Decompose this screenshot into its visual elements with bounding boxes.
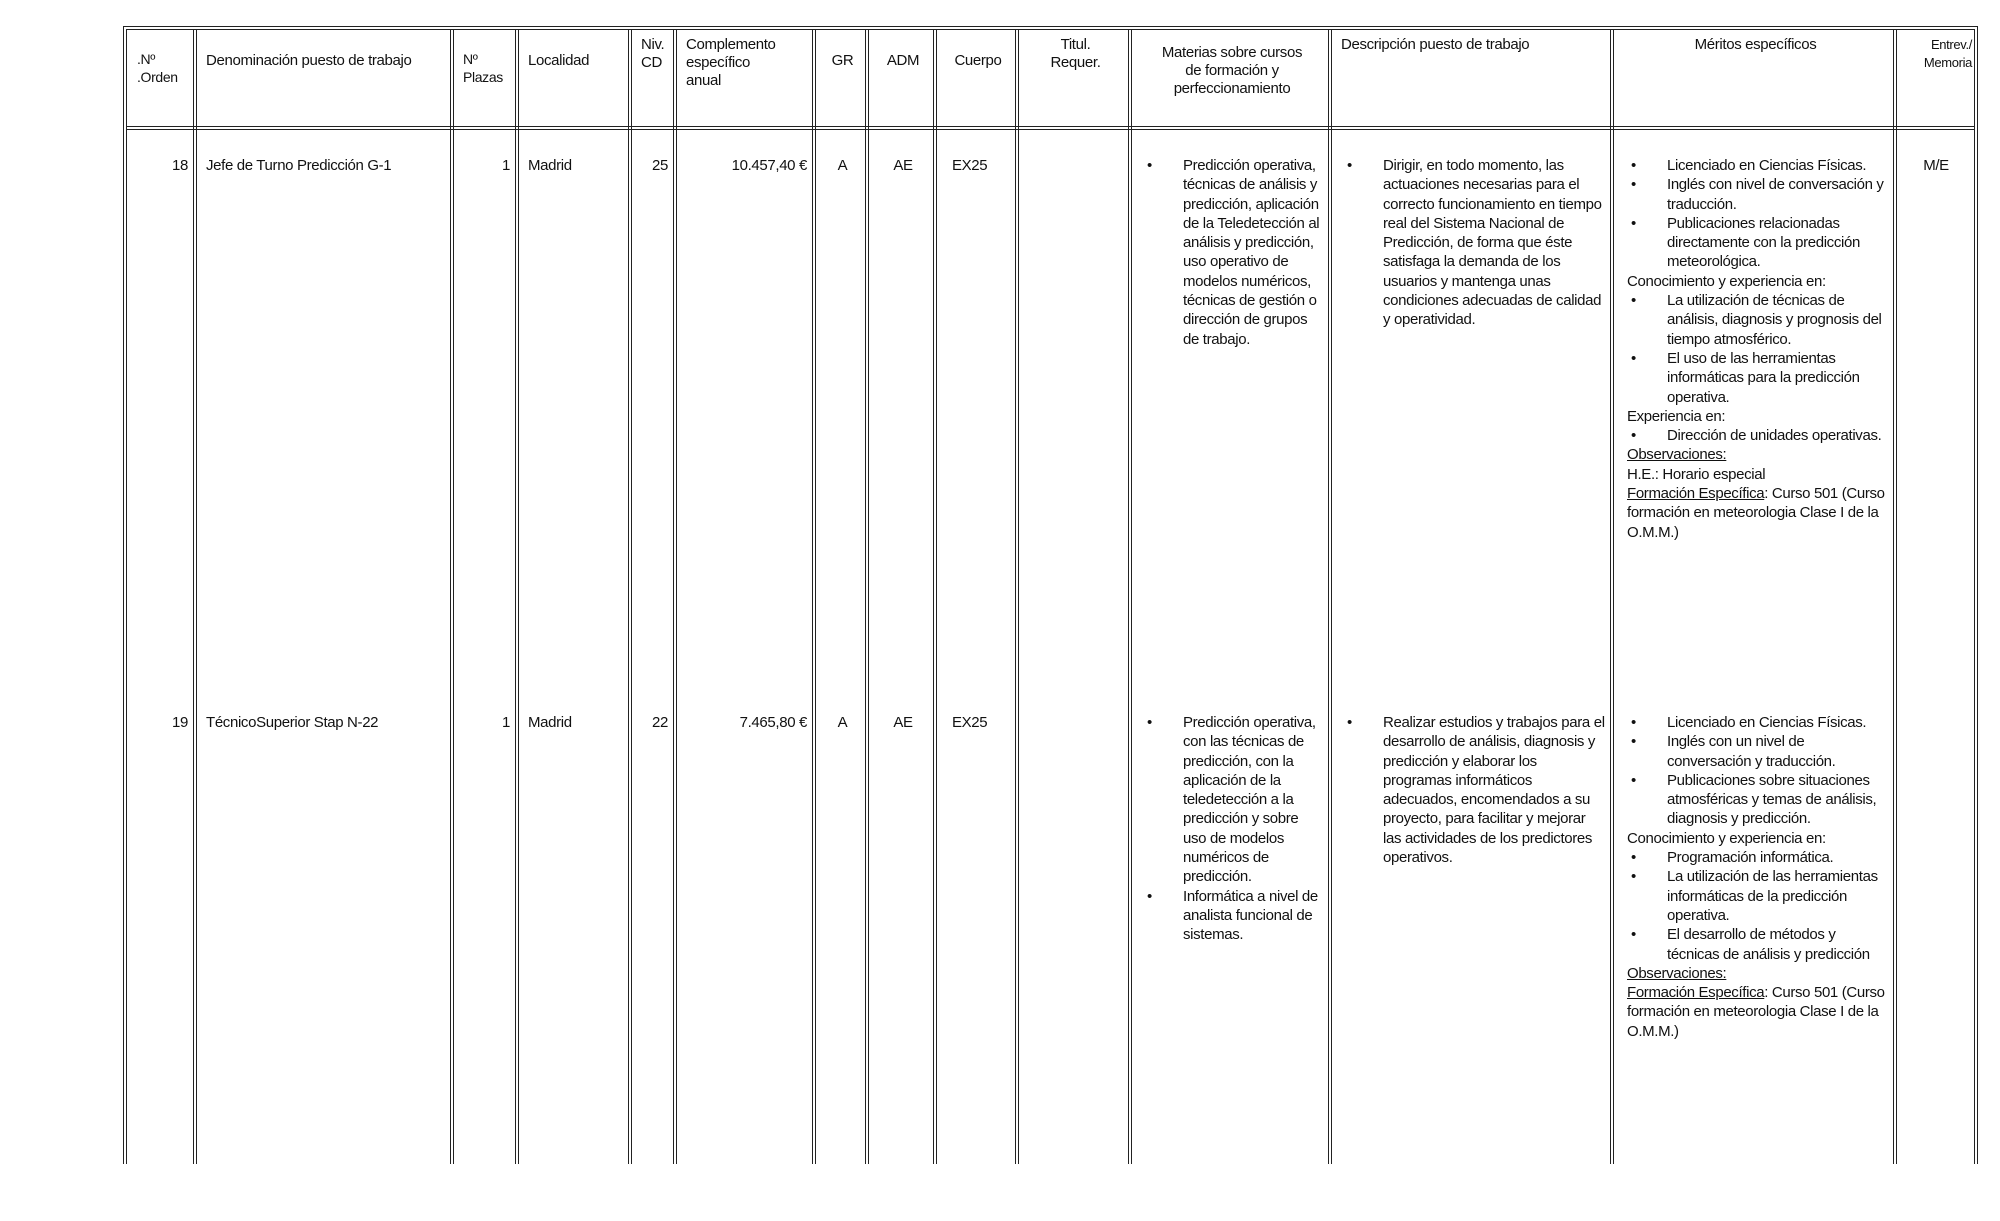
row-19-orden: 19 (172, 714, 188, 731)
column-divider (1893, 30, 1897, 1164)
merito-bullet: • Inglés con un nivel de conversación y traducción. (1627, 732, 1888, 771)
row-19-nivel-cd: 22 (652, 714, 668, 731)
column-divider (193, 30, 197, 1164)
merito-heading: Experiencia en: (1627, 407, 1726, 425)
merito-heading: Conocimiento y experiencia en: (1627, 272, 1826, 290)
formacion-label: Formación Específica (1627, 485, 1765, 503)
row-18-orden: 18 (172, 157, 188, 174)
row-19-descripcion (1333, 713, 1613, 867)
column-divider (1128, 30, 1132, 1164)
job-positions-table (123, 26, 1978, 1164)
meritos-list (1627, 713, 1888, 1041)
column-divider (450, 30, 454, 1164)
merito-bullet: • El desarrollo de métodos y técnicas de análisis y predicción (1627, 925, 1888, 964)
row-19-materias (1133, 713, 1331, 945)
header-localidad: Localidad (528, 52, 590, 69)
descripcion-item: • Realizar estudios y trabajos para el desarrollo de análisis, diagnosis y predicción y elaborar los programas informáticos adecuados, encomendados a su proyecto, para facilitar y mejorar las actividades de los predictores operativos. (1343, 713, 1605, 867)
row-18-meritos (1615, 156, 1896, 542)
merito-bullet: • Licenciado en Ciencias Físicas. (1627, 713, 1888, 732)
row-18-nivel-cd: 25 (652, 157, 668, 174)
formacion-text: : Curso 501 (Curso formación en meteorologia Clase I de la O.M.M.) (1627, 984, 1885, 1040)
header-orden: .Nº .Orden (137, 51, 178, 85)
observaciones-label: Observaciones: (1627, 446, 1727, 464)
column-divider (628, 30, 632, 1164)
header-complemento: Complemento específico anual (686, 36, 776, 89)
header-adm: ADM (886, 52, 920, 69)
merito-bullet: • La utilización de técnicas de análisis, diagnosis y prognosis del tiempo atmosférico. (1627, 291, 1888, 349)
materias-list (1143, 713, 1323, 945)
column-divider (1328, 30, 1332, 1164)
header-plazas: Nº Plazas (463, 51, 503, 85)
header-cuerpo: Cuerpo (954, 52, 1002, 69)
header-descripcion: Descripción puesto de trabajo (1341, 36, 1530, 53)
merito-heading: Conocimiento y experiencia en: (1627, 829, 1826, 847)
row-18-entrevista: M/E (1923, 157, 1949, 174)
materias-item: • Informática a nivel de analista funcional de sistemas. (1143, 887, 1323, 945)
meritos-list (1627, 156, 1888, 542)
merito-bullet: • Inglés con nivel de conversación y traducción. (1627, 175, 1888, 214)
row-19-plazas: 1 (502, 714, 510, 731)
materias-item: • Predicción operativa, con las técnicas de predicción, con la aplicación de la teledetección a la predicción y sobre uso de modelos numéricos de predicción. (1143, 713, 1323, 887)
table-body (127, 130, 1974, 1164)
header-entrevista: Entrev./ Memoria (1923, 37, 1972, 70)
column-divider (1015, 30, 1019, 1164)
row-19-complemento: 7.465,80 € (739, 714, 807, 731)
header-meritos: Méritos específicos (1694, 36, 1817, 53)
merito-bullet: • Licenciado en Ciencias Físicas. (1627, 156, 1888, 175)
formacion-text: : Curso 501 (Curso formación en meteorologia Clase I de la O.M.M.) (1627, 485, 1885, 541)
column-divider (1610, 30, 1614, 1164)
row-19-gr: A (837, 714, 848, 731)
row-18-denominacion: Jefe de Turno Predicción G-1 (206, 157, 392, 174)
header-materias: Materias sobre cursos de formación y perfeccionamiento (1161, 44, 1303, 97)
descripcion-list (1343, 156, 1605, 330)
row-18-localidad: Madrid (528, 157, 572, 174)
row-18-gr: A (837, 157, 848, 174)
row-18-adm: AE (893, 157, 913, 174)
header-titul: Titul. Requer. (1050, 36, 1101, 71)
merito-bullet: • Programación informática. (1627, 848, 1888, 867)
descripcion-item: • Dirigir, en todo momento, las actuaciones necesarias para el correcto funcionamiento en tiempo real del Sistema Nacional de Predicción, de forma que éste satisfaga la demanda de los usuarios y mantenga unas condiciones adecuadas de calidad y operatividad. (1343, 156, 1605, 330)
merito-formacion (1627, 983, 1888, 1041)
row-19-meritos (1615, 713, 1896, 1041)
row-19-localidad: Madrid (528, 714, 572, 731)
row-18-cuerpo: EX25 (952, 157, 988, 174)
formacion-label: Formación Específica (1627, 984, 1765, 1002)
observaciones-label: Observaciones: (1627, 964, 1727, 982)
materias-item: • Predicción operativa, técnicas de análisis y predicción, aplicación de la Teledetección al análisis y predicción, uso operativo de modelos numéricos, técnicas de gestión o dirección de grupos de trabajo. (1143, 156, 1323, 349)
column-divider (933, 30, 937, 1164)
merito-bullet: • Publicaciones sobre situaciones atmosféricas y temas de análisis, diagnosis y predicción. (1627, 771, 1888, 829)
header-nivel-cd: Niv. CD (641, 36, 665, 71)
row-19-denominacion: TécnicoSuperior Stap N-22 (206, 714, 379, 731)
table-header (127, 30, 1974, 130)
merito-heading: H.E.: Horario especial (1627, 465, 1766, 483)
column-divider (515, 30, 519, 1164)
merito-formacion (1627, 484, 1888, 542)
column-divider (865, 30, 869, 1164)
row-19-adm: AE (893, 714, 913, 731)
merito-bullet: • La utilización de las herramientas informáticas de la predicción operativa. (1627, 867, 1888, 925)
materias-list (1143, 156, 1323, 349)
row-18-complemento: 10.457,40 € (731, 157, 807, 174)
merito-bullet: • Dirección de unidades operativas. (1627, 426, 1888, 445)
merito-bullet: • El uso de las herramientas informáticas para la predicción operativa. (1627, 349, 1888, 407)
row-18-plazas: 1 (502, 157, 510, 174)
row-18-descripcion (1333, 156, 1613, 330)
row-19-cuerpo: EX25 (952, 714, 988, 731)
header-denominacion: Denominación puesto de trabajo (206, 52, 412, 69)
column-divider (812, 30, 816, 1164)
row-18-materias (1133, 156, 1331, 349)
merito-bullet: • Publicaciones relacionadas directamente con la predicción meteorológica. (1627, 214, 1888, 272)
descripcion-list (1343, 713, 1605, 867)
column-divider (673, 30, 677, 1164)
header-gr: GR (831, 52, 854, 69)
